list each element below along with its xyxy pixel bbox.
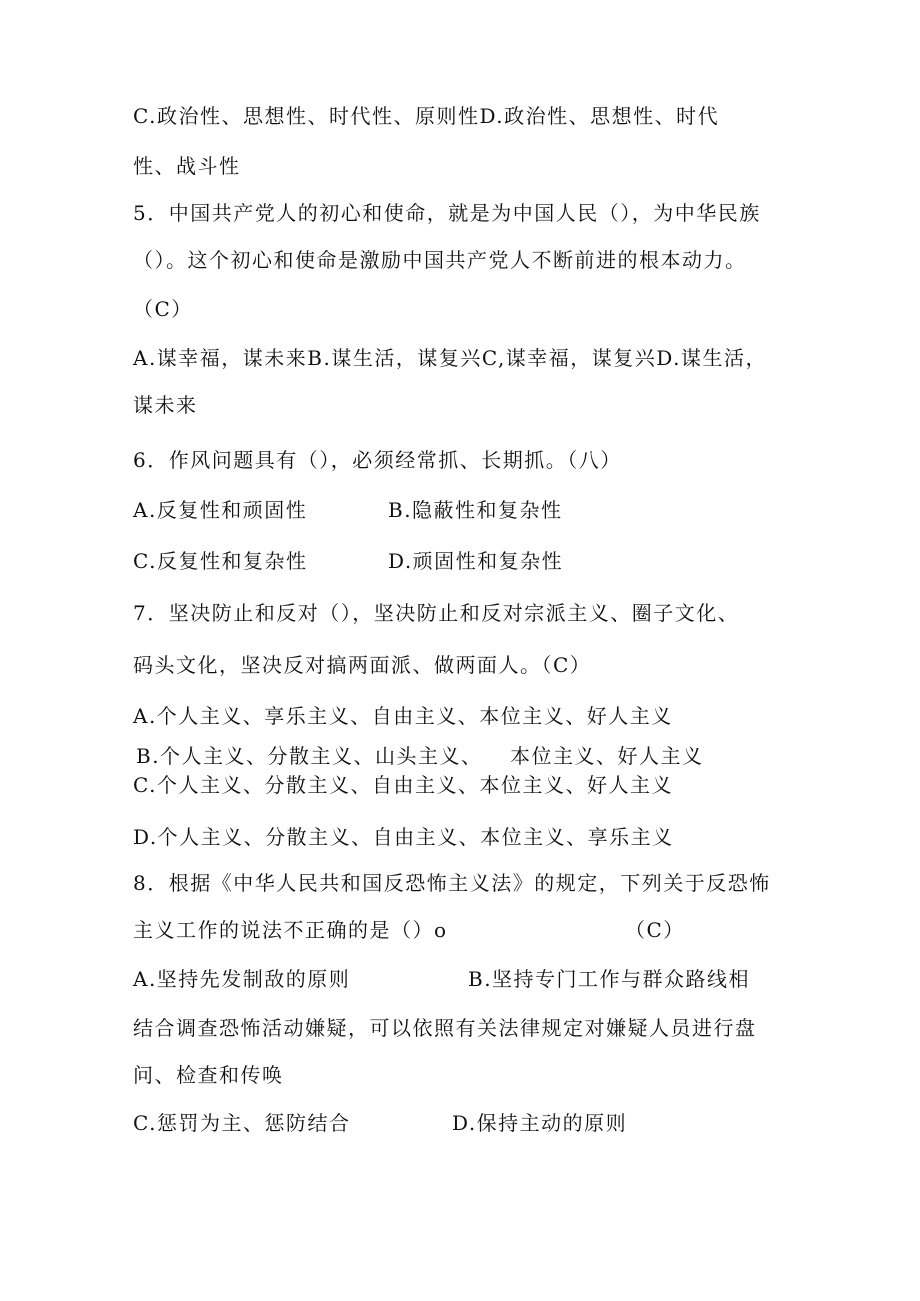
q8-option-c: C.惩罚为主、惩防结合 [133,1111,351,1135]
q5-stem-line-2: （）。这个初心和使命是激励中国共产党人不断前进的根本动力。 [133,248,747,272]
q5-options-line-2: 谋未来 [133,393,198,417]
q8-option-b-line-2: 结合调查恐怖活动嫌疑，可以依照有关法律规定对嫌疑人员进行盘 [133,1016,757,1040]
q7-stem-line-1: 7．坚决防止和反对（），坚决防止和反对宗派主义、圈子文化、 [133,601,740,625]
q8-option-d: D.保持主动的原则 [452,1111,628,1135]
q6-option-c: C.反复性和复杂性 [133,549,308,573]
q7-option-d: D.个人主义、分散主义、自由主义、本位主义、享乐主义 [133,825,674,849]
q5-stem-line-1: 5．中国共产党人的初心和使命，就是为中国人民（），为中华民族 [133,201,761,225]
q6-stem: 6．作风问题具有（），必须经常抓、长期抓。（八） [133,448,622,472]
q6-option-d: D.顽固性和复杂性 [388,549,564,573]
q7-stem-line-2: 码头文化，坚决反对搞两面派、做两面人。（C） [133,653,592,677]
q4-options-line-1: C.政治性、思想性、时代性、原则性D.政治性、思想性、时代 [133,104,720,128]
q8-stem-line-2: 主义工作的说法不正确的是（）o [133,918,448,942]
q7-option-b-part-2: 本位主义、好人主义 [510,744,704,768]
q7-option-c: C.个人主义、分散主义、自由主义、本位主义、好人主义 [133,773,673,797]
q7-option-a: A.个人主义、享乐主义、自由主义、本位主义、好人主义 [133,704,673,728]
q5-options-line-1: A.谋幸福，谋未来B.谋生活，谋复兴C,谋幸福，谋复兴D.谋生活， [133,346,767,370]
q8-answer: （C） [625,918,685,942]
q8-option-a: A.坚持先发制敌的原则 [133,967,351,991]
q5-answer: （C） [133,297,193,321]
q6-option-b: B.隐蔽性和复杂性 [388,498,563,522]
q8-option-b-line-1: B.坚持专门工作与群众路线相 [468,967,751,991]
q7-option-b-part-1: B.个人主义、分散主义、山头主义、 [136,744,483,768]
q8-stem-line-1: 8．根据《中华人民共和国反恐怖主义法》的规定，下列关于反恐怖 [133,871,771,895]
q4-options-line-2: 性、战斗性 [133,154,241,178]
q8-option-b-line-3: 问、检查和传唤 [133,1063,284,1087]
q6-option-a: A.反复性和顽固性 [133,498,308,522]
